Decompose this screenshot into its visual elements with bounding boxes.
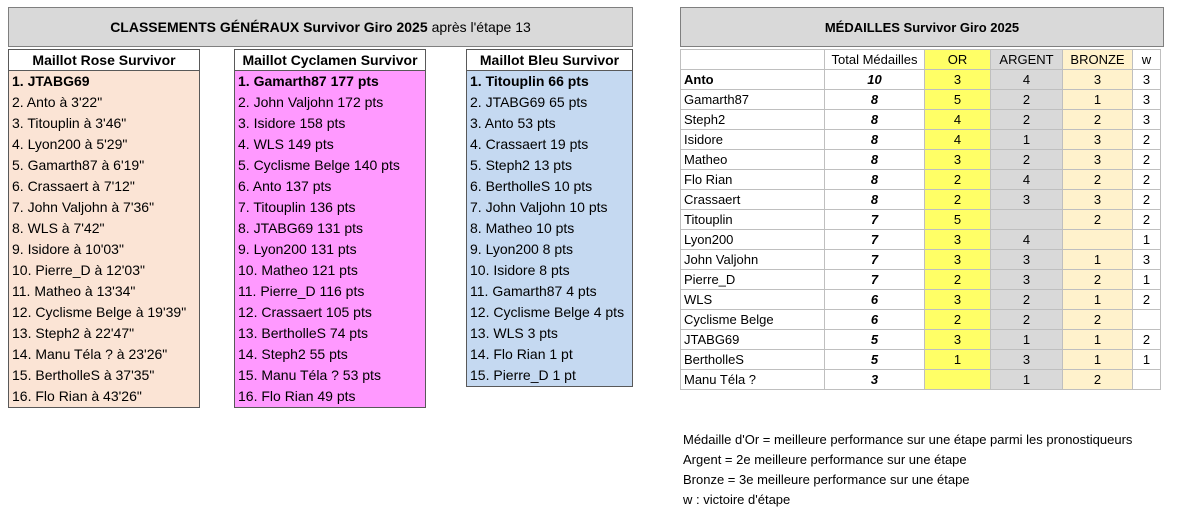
medals-row — [681, 230, 1161, 250]
ranking-row: 3. Anto 53 pts — [470, 115, 556, 131]
maillot-rose-header: Maillot Rose Survivor — [9, 50, 199, 71]
ranking-row: 1. Gamarth87 177 pts — [238, 73, 379, 89]
total-medals-cell: 8 — [825, 110, 925, 130]
ranking-row: 14. Manu Téla ? à 23'26" — [12, 346, 168, 362]
ranking-row: 13. WLS 3 pts — [470, 325, 558, 341]
stage-wins-cell: 2 — [1133, 190, 1161, 210]
silver-cell: 1 — [991, 130, 1063, 150]
ranking-row: 6. Anto 137 pts — [238, 178, 332, 194]
total-medals-cell: 7 — [825, 230, 925, 250]
bronze-cell: 3 — [1063, 190, 1133, 210]
medals-header-row — [681, 50, 1161, 70]
ranking-row: 9. Isidore à 10'03" — [12, 241, 124, 257]
medals-row — [681, 70, 1161, 90]
medals-row — [681, 250, 1161, 270]
medals-row — [681, 370, 1161, 390]
gold-cell: 5 — [925, 90, 991, 110]
total-medals-cell: 5 — [825, 330, 925, 350]
silver-cell: 2 — [991, 310, 1063, 330]
ranking-row: 1. Titouplin 66 pts — [470, 73, 589, 89]
medals-row — [681, 150, 1161, 170]
medals-row — [681, 90, 1161, 110]
gold-cell: 3 — [925, 70, 991, 90]
medals-row — [681, 350, 1161, 370]
ranking-row: 1. JTABG69 — [12, 73, 90, 89]
ranking-row: 6. BertholleS 10 pts — [470, 178, 593, 194]
header-bronze: BRONZE — [1063, 50, 1133, 70]
maillot-rose-column — [8, 49, 200, 408]
general-classification-title — [8, 7, 633, 47]
ranking-row: 16. Flo Rian à 43'26" — [12, 388, 142, 404]
bronze-cell: 1 — [1063, 250, 1133, 270]
ranking-row: 12. Crassaert 105 pts — [238, 304, 372, 320]
stage-wins-cell: 2 — [1133, 210, 1161, 230]
ranking-row: 8. WLS à 7'42" — [12, 220, 105, 236]
medals-row — [681, 330, 1161, 350]
silver-cell: 1 — [991, 370, 1063, 390]
total-medals-cell: 8 — [825, 190, 925, 210]
ranking-row: 13. Steph2 à 22'47" — [12, 325, 135, 341]
stage-wins-cell: 1 — [1133, 270, 1161, 290]
medals-row — [681, 190, 1161, 210]
stage-wins-cell: 1 — [1133, 350, 1161, 370]
medals-row — [681, 290, 1161, 310]
total-medals-cell: 7 — [825, 250, 925, 270]
player-name-cell: BertholleS — [681, 350, 825, 370]
ranking-row: 13. BertholleS 74 pts — [238, 325, 368, 341]
silver-cell: 2 — [991, 290, 1063, 310]
legend-line: Argent = 2e meilleure performance sur une étape — [683, 452, 967, 467]
gold-cell: 2 — [925, 270, 991, 290]
maillot-bleu-header: Maillot Bleu Survivor — [467, 50, 632, 71]
ranking-row: 14. Steph2 55 pts — [238, 346, 348, 362]
player-name-cell: Matheo — [681, 150, 825, 170]
silver-cell: 4 — [991, 230, 1063, 250]
gold-cell: 5 — [925, 210, 991, 230]
total-medals-cell: 8 — [825, 150, 925, 170]
ranking-row: 7. Titouplin 136 pts — [238, 199, 356, 215]
player-name-cell: Steph2 — [681, 110, 825, 130]
stage-wins-cell — [1133, 370, 1161, 390]
silver-cell: 4 — [991, 70, 1063, 90]
ranking-row: 14. Flo Rian 1 pt — [470, 346, 573, 362]
total-medals-cell: 7 — [825, 270, 925, 290]
stage-wins-cell — [1133, 310, 1161, 330]
ranking-row: 2. JTABG69 65 pts — [470, 94, 588, 110]
bronze-cell: 2 — [1063, 110, 1133, 130]
ranking-row: 8. Matheo 10 pts — [470, 220, 575, 236]
stage-wins-cell: 2 — [1133, 330, 1161, 350]
silver-cell: 2 — [991, 150, 1063, 170]
ranking-row: 7. John Valjohn 10 pts — [470, 199, 608, 215]
ranking-row: 5. Cyclisme Belge 140 pts — [238, 157, 400, 173]
legend-line: w : victoire d'étape — [683, 492, 791, 507]
bronze-cell: 1 — [1063, 350, 1133, 370]
legend-line: Bronze = 3e meilleure performance sur une étape — [683, 472, 970, 487]
medals-row — [681, 130, 1161, 150]
bronze-cell: 2 — [1063, 210, 1133, 230]
ranking-row: 11. Pierre_D 116 pts — [238, 283, 365, 299]
silver-cell: 1 — [991, 330, 1063, 350]
ranking-row: 2. Anto à 3'22" — [12, 94, 103, 110]
player-name-cell: Lyon200 — [681, 230, 825, 250]
silver-cell: 2 — [991, 90, 1063, 110]
medals-row — [681, 170, 1161, 190]
maillot-bleu-column — [466, 49, 633, 387]
ranking-row: 15. Manu Téla ? 53 pts — [238, 367, 381, 383]
gold-cell: 3 — [925, 150, 991, 170]
ranking-row: 15. BertholleS à 37'35" — [12, 367, 155, 383]
header-w: w — [1133, 50, 1161, 70]
ranking-row: 10. Matheo 121 pts — [238, 262, 358, 278]
ranking-row: 10. Pierre_D à 12'03" — [12, 262, 145, 278]
medals-title: MÉDAILLES Survivor Giro 2025 — [680, 7, 1164, 47]
ranking-row: 12. Cyclisme Belge à 19'39" — [12, 304, 187, 320]
gold-cell — [925, 370, 991, 390]
ranking-row: 4. WLS 149 pts — [238, 136, 334, 152]
ranking-row: 12. Cyclisme Belge 4 pts — [470, 304, 625, 320]
total-medals-cell: 8 — [825, 170, 925, 190]
silver-cell — [991, 210, 1063, 230]
player-name-cell: Pierre_D — [681, 270, 825, 290]
player-name-cell: WLS — [681, 290, 825, 310]
medals-legend — [683, 430, 1132, 510]
silver-cell: 2 — [991, 110, 1063, 130]
gold-cell: 3 — [925, 230, 991, 250]
ranking-row: 6. Crassaert à 7'12" — [12, 178, 135, 194]
ranking-row: 11. Gamarth87 4 pts — [470, 283, 597, 299]
ranking-row: 3. Isidore 158 pts — [238, 115, 346, 131]
gold-cell: 2 — [925, 190, 991, 210]
stage-wins-cell: 3 — [1133, 110, 1161, 130]
silver-cell: 3 — [991, 350, 1063, 370]
gold-cell: 4 — [925, 130, 991, 150]
total-medals-cell: 6 — [825, 290, 925, 310]
ranking-row: 4. Lyon200 à 5'29" — [12, 136, 128, 152]
gold-cell: 3 — [925, 330, 991, 350]
stage-wins-cell: 3 — [1133, 90, 1161, 110]
silver-cell: 3 — [991, 190, 1063, 210]
player-name-cell: Manu Téla ? — [681, 370, 825, 390]
player-name-cell: Anto — [681, 70, 825, 90]
header-or: OR — [925, 50, 991, 70]
medals-row — [681, 110, 1161, 130]
ranking-row: 11. Matheo à 13'34" — [12, 283, 136, 299]
medals-row — [681, 210, 1161, 230]
stage-wins-cell: 3 — [1133, 250, 1161, 270]
maillot-cyclamen-column — [234, 49, 426, 408]
player-name-cell: Titouplin — [681, 210, 825, 230]
bronze-cell: 1 — [1063, 330, 1133, 350]
medals-table — [680, 49, 1161, 390]
ranking-row: 3. Titouplin à 3'46" — [12, 115, 127, 131]
bronze-cell — [1063, 230, 1133, 250]
silver-cell: 3 — [991, 270, 1063, 290]
bronze-cell: 2 — [1063, 170, 1133, 190]
medals-row — [681, 270, 1161, 290]
bronze-cell: 1 — [1063, 290, 1133, 310]
silver-cell: 4 — [991, 170, 1063, 190]
stage-wins-cell: 2 — [1133, 130, 1161, 150]
header-blank-cell — [681, 50, 825, 70]
header-total: Total Médailles — [825, 50, 925, 70]
player-name-cell: Flo Rian — [681, 170, 825, 190]
total-medals-cell: 5 — [825, 350, 925, 370]
ranking-row: 8. JTABG69 131 pts — [238, 220, 364, 236]
ranking-row: 4. Crassaert 19 pts — [470, 136, 589, 152]
gold-cell: 2 — [925, 310, 991, 330]
silver-cell: 3 — [991, 250, 1063, 270]
total-medals-cell: 8 — [825, 90, 925, 110]
ranking-row: 10. Isidore 8 pts — [470, 262, 570, 278]
total-medals-cell: 7 — [825, 210, 925, 230]
ranking-row: 2. John Valjohn 172 pts — [238, 94, 384, 110]
header-argent: ARGENT — [991, 50, 1063, 70]
title-suffix: après l'étape 13 — [431, 19, 531, 35]
ranking-row: 5. Steph2 13 pts — [470, 157, 572, 173]
total-medals-cell: 10 — [825, 70, 925, 90]
ranking-row: 9. Lyon200 131 pts — [238, 241, 357, 257]
total-medals-cell: 6 — [825, 310, 925, 330]
legend-line: Médaille d'Or = meilleure performance sur une étape parmi les pronostiqueurs — [683, 432, 1133, 447]
gold-cell: 4 — [925, 110, 991, 130]
bronze-cell: 2 — [1063, 370, 1133, 390]
ranking-row: 7. John Valjohn à 7'36" — [12, 199, 155, 215]
stage-wins-cell: 3 — [1133, 70, 1161, 90]
ranking-row: 15. Pierre_D 1 pt — [470, 367, 576, 383]
stage-wins-cell: 1 — [1133, 230, 1161, 250]
gold-cell: 1 — [925, 350, 991, 370]
stage-wins-cell: 2 — [1133, 150, 1161, 170]
title-bold: CLASSEMENTS GÉNÉRAUX Survivor Giro 2025 — [110, 19, 428, 35]
player-name-cell: Crassaert — [681, 190, 825, 210]
total-medals-cell: 8 — [825, 130, 925, 150]
bronze-cell: 3 — [1063, 70, 1133, 90]
total-medals-cell: 3 — [825, 370, 925, 390]
bronze-cell: 2 — [1063, 270, 1133, 290]
stage-wins-cell: 2 — [1133, 290, 1161, 310]
gold-cell: 3 — [925, 290, 991, 310]
bronze-cell: 2 — [1063, 310, 1133, 330]
player-name-cell: John Valjohn — [681, 250, 825, 270]
ranking-row: 9. Lyon200 8 pts — [470, 241, 574, 257]
medals-row — [681, 310, 1161, 330]
player-name-cell: JTABG69 — [681, 330, 825, 350]
ranking-row: 5. Gamarth87 à 6'19" — [12, 157, 145, 173]
gold-cell: 3 — [925, 250, 991, 270]
bronze-cell: 3 — [1063, 150, 1133, 170]
player-name-cell: Gamarth87 — [681, 90, 825, 110]
ranking-row: 16. Flo Rian 49 pts — [238, 388, 356, 404]
bronze-cell: 1 — [1063, 90, 1133, 110]
maillot-cyclamen-header: Maillot Cyclamen Survivor — [235, 50, 425, 71]
bronze-cell: 3 — [1063, 130, 1133, 150]
player-name-cell: Isidore — [681, 130, 825, 150]
player-name-cell: Cyclisme Belge — [681, 310, 825, 330]
gold-cell: 2 — [925, 170, 991, 190]
stage-wins-cell: 2 — [1133, 170, 1161, 190]
